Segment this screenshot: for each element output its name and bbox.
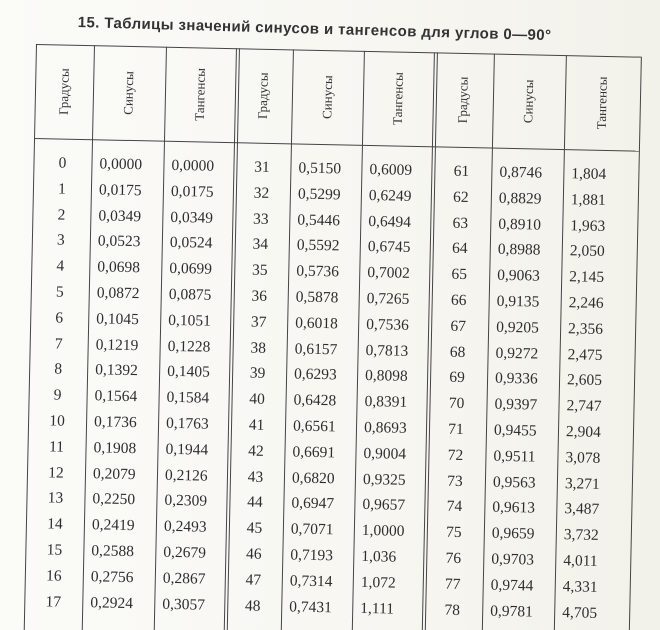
sine-cell: 0,9063 [497, 266, 541, 285]
sine-cell: 0,6157 [294, 340, 338, 358]
degrees-cell: 36 [251, 287, 268, 305]
tangent-cell: 0,9004 [363, 444, 407, 463]
tangent-cell: 3,078 [565, 448, 601, 467]
sine-cell: 0,5878 [295, 288, 339, 307]
sine-cell: 0,7431 [289, 598, 333, 616]
sine-cell: 0,1736 [93, 413, 137, 432]
tangent-cell: 0,7813 [365, 341, 409, 360]
degrees-cell: 47 [245, 571, 262, 589]
sine-cell: 0,6947 [291, 494, 335, 513]
sine-cell: 0,1564 [94, 387, 138, 406]
tangent-cell: 0,9657 [362, 496, 406, 515]
degrees-cell: 69 [449, 369, 466, 387]
degrees-cell: 15 [46, 541, 63, 559]
header-label: Градусы [254, 72, 271, 120]
degrees-cell: 12 [48, 463, 64, 482]
tangent-cell: 2,246 [568, 294, 604, 312]
tangent-cell: 3,487 [564, 500, 600, 519]
tangent-cell: 0,0175 [170, 182, 214, 201]
sine-cell: 0,5299 [297, 185, 341, 204]
tangent-cell: 2,145 [569, 268, 605, 287]
degrees-cell: 7 [54, 335, 63, 353]
header-label: Градусы [454, 76, 471, 124]
tangent-cell: 4,705 [562, 603, 598, 622]
degrees-cell: 9 [53, 386, 62, 404]
tangent-cell: 1,804 [571, 165, 607, 183]
degrees-cell: 64 [451, 240, 468, 258]
tangent-cell: 0,1228 [167, 337, 211, 356]
sine-cell: 0,8829 [498, 189, 542, 208]
sine-cell: 0,9781 [490, 602, 534, 621]
degrees-cell: 72 [447, 446, 464, 464]
tangent-cell: 0,6009 [369, 161, 413, 179]
tangent-cell: 2,605 [566, 371, 603, 390]
tangent-cell: 0,0524 [169, 234, 213, 253]
sine-cell: 0,0698 [97, 258, 141, 277]
tangent-cell: 0,2867 [162, 569, 206, 588]
header-tangent [362, 51, 434, 146]
tangent-cell: 3,271 [564, 474, 600, 493]
header-label: Тангенсы [389, 72, 406, 126]
tangent-cell: 1,036 [361, 547, 397, 566]
degrees-cell: 33 [252, 210, 269, 228]
sine-cell: 0,1392 [95, 361, 138, 380]
tangent-cell: 2,475 [567, 345, 603, 364]
degrees-cell: 77 [444, 575, 461, 593]
degrees-cell: 70 [448, 394, 465, 413]
tangent-cell: 0,0349 [170, 208, 214, 227]
tangent-cell: 0,8391 [364, 393, 408, 412]
sine-cell: 0,9336 [494, 370, 538, 388]
sine-cell: 0,0872 [96, 284, 140, 303]
degrees-cell: 74 [446, 498, 463, 516]
sine-tangent-table [23, 44, 640, 630]
tangent-cell: 0,2126 [164, 466, 208, 485]
tangent-cell: 2,356 [567, 320, 604, 338]
tangent-cell: 1,963 [570, 216, 606, 235]
degrees-cell: 5 [55, 283, 64, 301]
header-label: Тангенсы [593, 76, 610, 130]
sine-cell: 0,2756 [90, 568, 134, 586]
degrees-cell: 0 [58, 154, 67, 172]
tangent-cell: 0,1405 [166, 363, 210, 382]
sine-cell: 0,0349 [98, 206, 142, 225]
sine-cell: 0,5150 [298, 159, 342, 178]
degrees-cell: 35 [251, 261, 268, 280]
header-tangent [564, 55, 641, 151]
tangent-cell: 0,7002 [367, 264, 411, 283]
header-degrees [34, 44, 94, 139]
degrees-cell: 78 [444, 601, 461, 619]
degrees-cell: 66 [450, 291, 467, 310]
degrees-cell: 62 [452, 188, 469, 206]
degrees-cell: 68 [449, 343, 466, 361]
degrees-cell: 73 [447, 472, 463, 490]
degrees-cell: 10 [49, 412, 66, 430]
degrees-cell: 11 [48, 438, 65, 456]
header-degrees [432, 52, 494, 147]
degrees-cell: 43 [247, 468, 264, 486]
sine-cell: 0,1219 [95, 335, 139, 354]
sine-cell: 0,9455 [493, 421, 537, 440]
sine-cell: 0,9744 [490, 576, 534, 595]
header-label: Синусы [318, 75, 335, 120]
sine-cell: 0,5736 [296, 262, 340, 281]
sine-cell: 0,7193 [290, 546, 334, 565]
degrees-cell: 2 [57, 206, 66, 224]
degrees-cell: 42 [248, 442, 264, 460]
degrees-cell: 48 [244, 597, 261, 615]
tangent-cell: 2,050 [569, 242, 605, 261]
tangent-cell: 4,331 [562, 577, 598, 596]
sine-cell: 0,9272 [495, 344, 539, 363]
tangent-cell: 0,6249 [368, 186, 412, 205]
tangent-cell: 0,6494 [368, 212, 412, 231]
degrees-cell: 32 [253, 184, 270, 202]
sine-cell: 0,8988 [497, 241, 541, 259]
tangent-cell: 0,0875 [168, 285, 212, 304]
tangent-cell: 0,9325 [362, 470, 406, 489]
sine-cell: 0,9205 [495, 318, 539, 337]
degrees-cell: 61 [453, 162, 470, 181]
degrees-cell: 16 [45, 567, 62, 585]
sine-cell: 0,1908 [93, 439, 137, 457]
degrees-cell: 38 [250, 339, 267, 357]
sine-cell: 0,2924 [90, 593, 134, 612]
sine-cell: 0,8746 [499, 163, 543, 182]
tangent-cell: 0,1763 [165, 414, 209, 433]
degrees-cell: 44 [247, 493, 263, 512]
tangent-cell: 0,2679 [163, 543, 207, 562]
degrees-cell: 76 [445, 549, 462, 568]
degrees-cell: 17 [45, 592, 62, 611]
tangent-cell: 0,7265 [366, 289, 410, 308]
sine-cell: 0,9135 [496, 292, 540, 311]
header-label: Синусы [520, 79, 537, 124]
tangent-cell: 0,2309 [164, 492, 208, 511]
tangent-cell: 0,1584 [166, 389, 210, 407]
header-sine [492, 54, 566, 149]
tangent-cell: 2,747 [566, 397, 602, 416]
degrees-cell: 65 [451, 265, 468, 284]
header-label: Синусы [120, 70, 137, 115]
sine-cell: 0,6691 [292, 443, 336, 462]
sine-cell: 0,9703 [491, 550, 535, 569]
tangent-cell: 0,1051 [168, 311, 212, 330]
degrees-cell: 39 [249, 364, 266, 383]
sine-cell: 0,6561 [292, 417, 336, 436]
degrees-cell: 40 [249, 390, 266, 409]
tangent-cell: 1,111 [360, 599, 395, 618]
sine-cell: 0,9397 [494, 395, 538, 414]
tangent-cell: 0,1944 [165, 440, 209, 459]
tangent-cell: 0,8098 [364, 367, 408, 386]
sine-cell: 0,9659 [491, 524, 535, 543]
tangent-cell: 4,011 [563, 552, 598, 570]
degrees-cell: 37 [250, 313, 267, 331]
sine-cell: 0,5446 [297, 211, 341, 229]
header-sine [92, 45, 166, 140]
degrees-cell: 63 [452, 214, 469, 232]
tangent-cell: 1,881 [570, 191, 606, 209]
degrees-cell: 14 [47, 515, 63, 533]
tangent-cell: 0,7536 [366, 315, 409, 334]
sine-cell: 0,9563 [492, 473, 536, 492]
degrees-cell: 46 [245, 545, 262, 563]
degrees-cell: 8 [54, 360, 63, 379]
tangent-cell: 0,0000 [171, 156, 215, 175]
sine-cell: 0,9511 [493, 447, 536, 466]
tangent-cell: 0,0699 [169, 260, 213, 278]
tangent-cell: 0,3057 [162, 595, 206, 614]
degrees-cell: 45 [246, 519, 263, 538]
degrees-cell: 6 [55, 309, 64, 327]
sine-cell: 0,6293 [293, 365, 337, 384]
sine-cell: 0,2419 [91, 516, 135, 535]
header-degrees [234, 48, 293, 143]
sine-cell: 0,0000 [99, 155, 143, 174]
degrees-cell: 71 [448, 420, 464, 439]
tangent-cell: 0,8693 [363, 418, 407, 437]
degrees-cell: 75 [445, 523, 462, 542]
tangent-cell: 0,6745 [367, 238, 411, 257]
sine-cell: 0,0523 [97, 232, 141, 251]
degrees-cell: 1 [57, 180, 67, 198]
header-label: Градусы [55, 68, 72, 116]
degrees-cell: 41 [248, 416, 265, 434]
sine-cell: 0,1045 [96, 310, 140, 329]
tangent-cell: 3,732 [563, 526, 599, 545]
degrees-cell: 13 [47, 489, 64, 508]
sine-cell: 0,0175 [98, 181, 142, 200]
degrees-cell: 3 [56, 231, 65, 250]
header-tangent [164, 47, 236, 142]
page-title: 15. Таблицы значений синусов и тангенсов для углов 0—90° [77, 14, 552, 45]
sine-cell: 0,7071 [290, 520, 334, 539]
sine-cell: 0,6018 [295, 314, 339, 333]
degrees-cell: 4 [56, 257, 65, 275]
tangent-cell: 2,904 [565, 423, 602, 441]
sine-cell: 0,6820 [291, 469, 335, 487]
degrees-cell: 67 [450, 317, 467, 335]
tangent-cell: 1,072 [360, 573, 396, 592]
sine-cell: 0,7314 [289, 572, 333, 591]
degrees-cell: 31 [254, 158, 270, 176]
sine-cell: 0,6428 [293, 391, 337, 410]
tangent-cell: 0,2493 [163, 517, 207, 536]
header-label: Тангенсы [191, 67, 208, 121]
sine-cell: 0,8910 [498, 215, 542, 234]
tangent-cell: 1,0000 [361, 522, 405, 541]
degrees-cell: 34 [252, 235, 269, 254]
sine-cell: 0,2250 [92, 490, 136, 509]
header-sine [291, 49, 364, 144]
sine-cell: 0,2588 [91, 542, 135, 561]
sine-cell: 0,2079 [92, 464, 136, 483]
sine-cell: 0,5592 [296, 236, 340, 255]
sine-cell: 0,9613 [492, 499, 536, 517]
